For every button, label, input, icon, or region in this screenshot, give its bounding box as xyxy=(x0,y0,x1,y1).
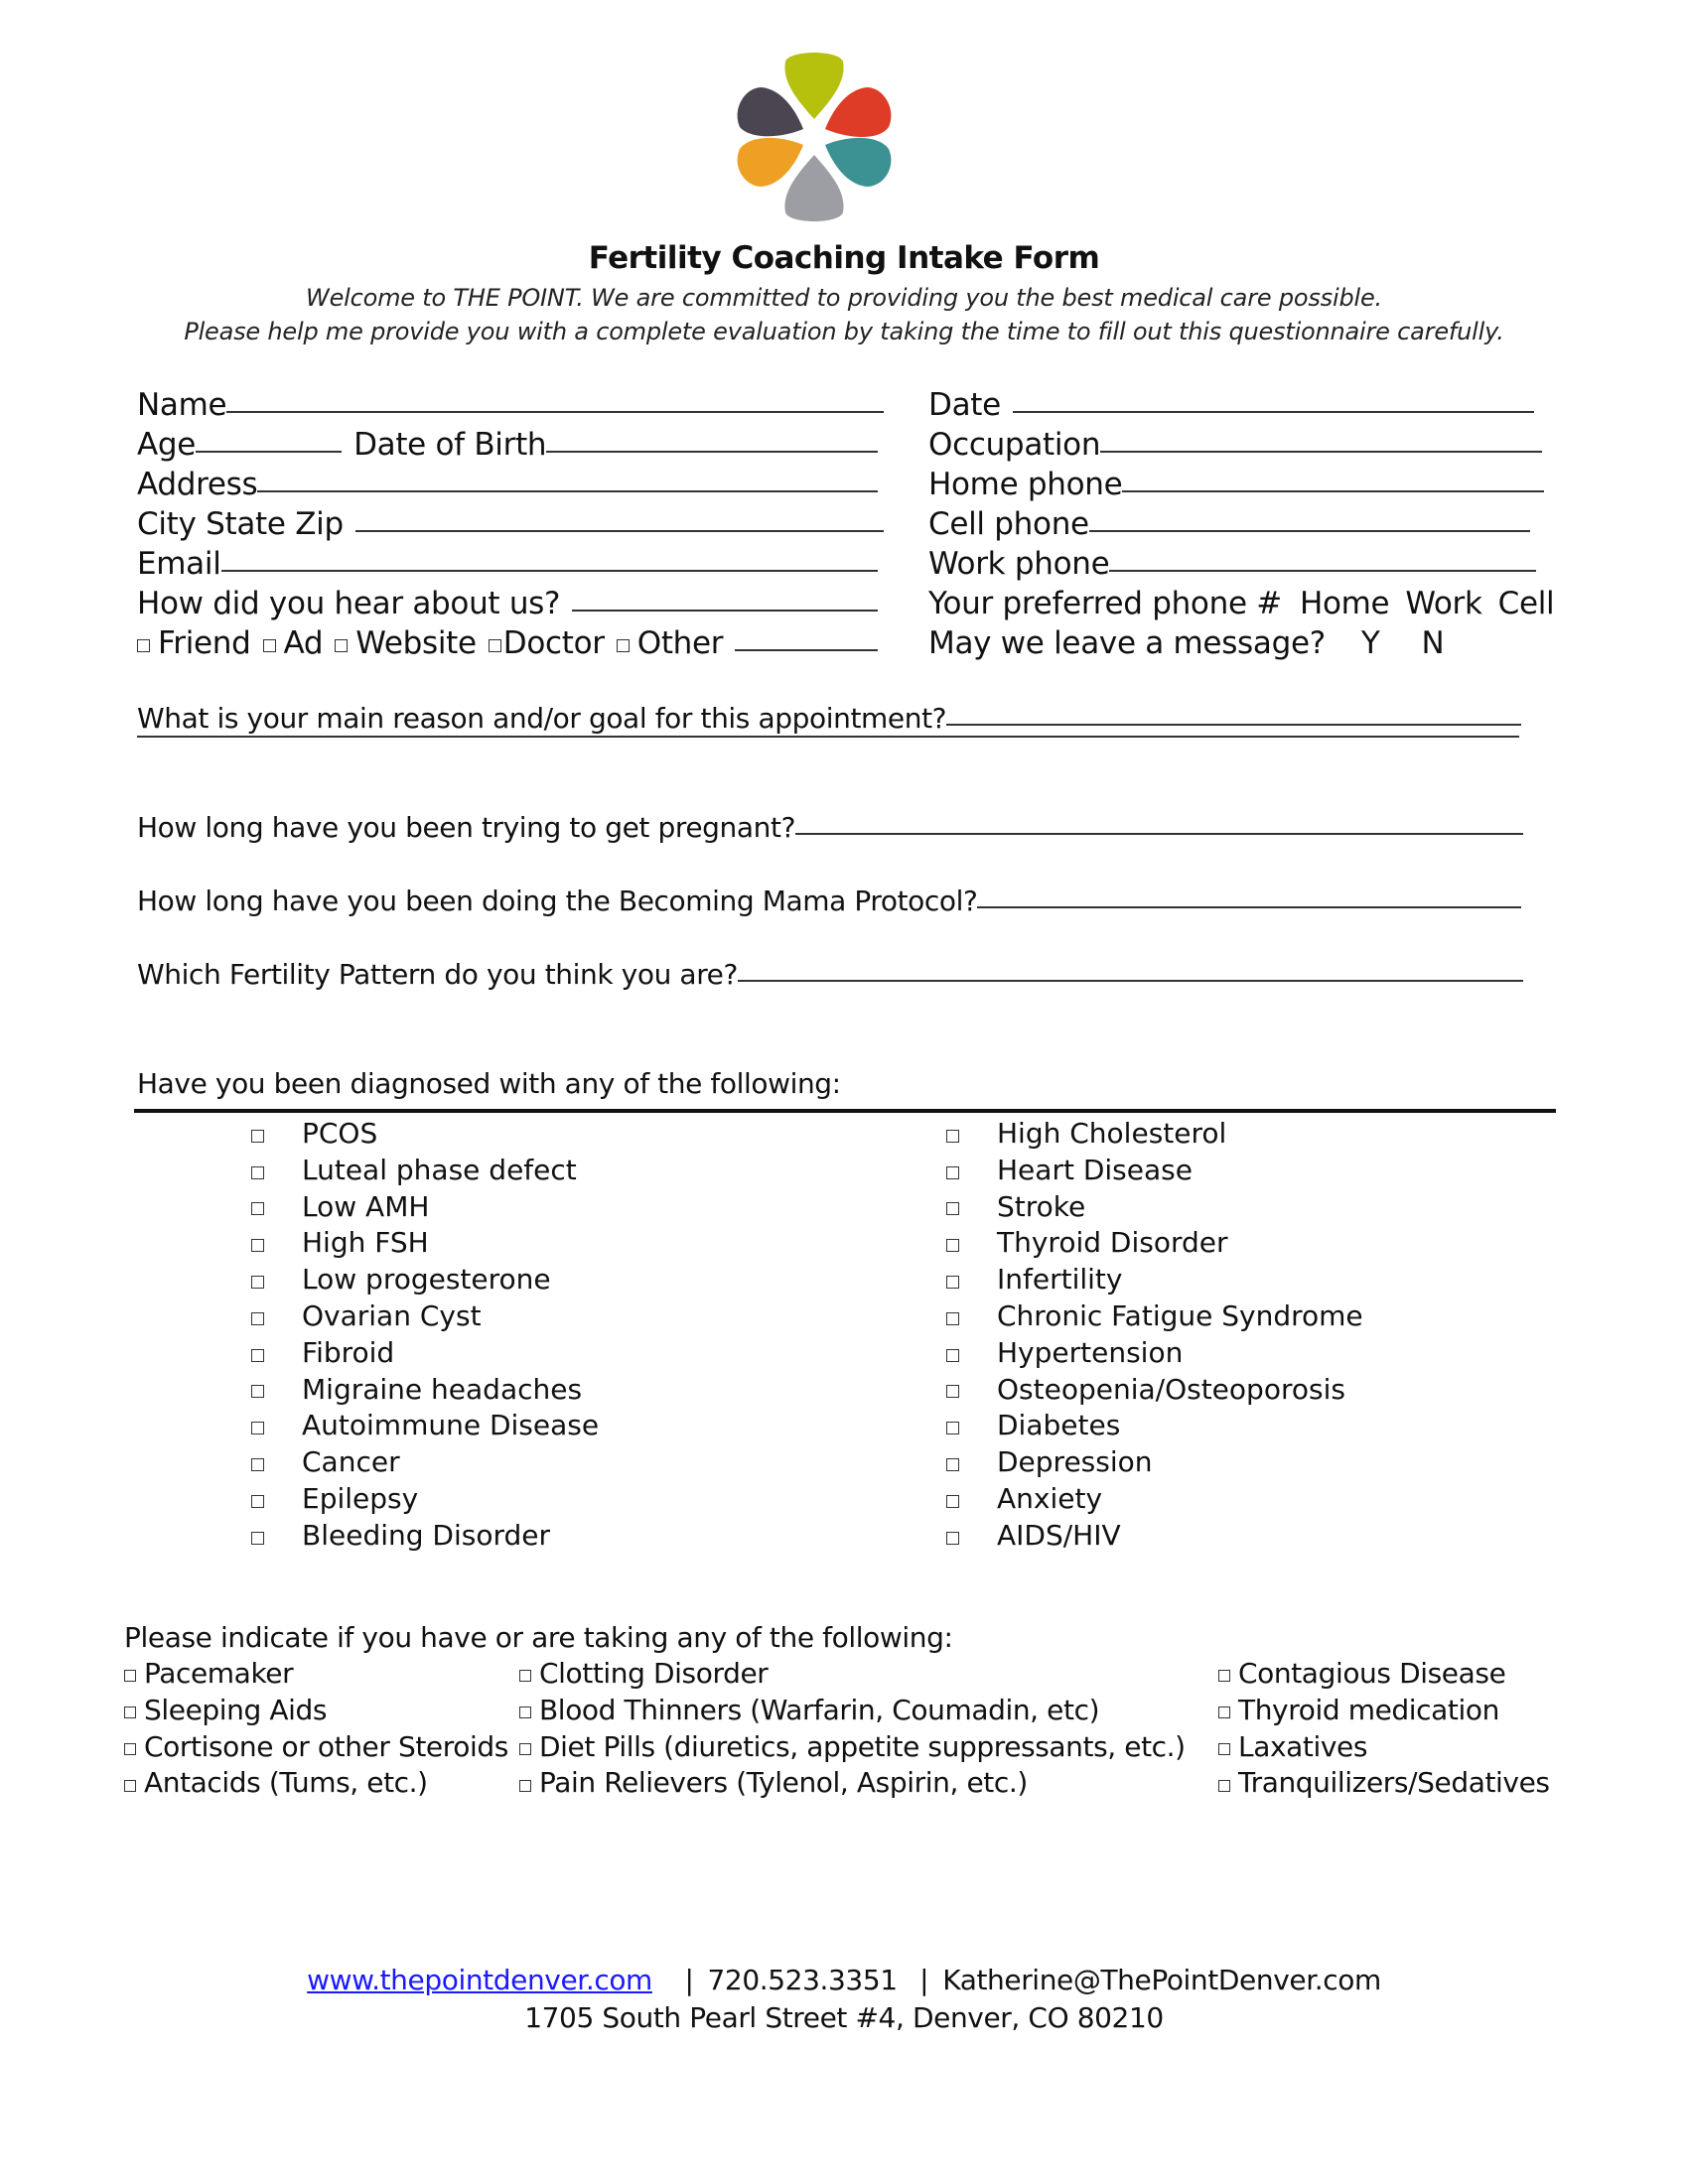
medications-col-2 xyxy=(519,1656,1186,1802)
checkbox[interactable] xyxy=(946,1130,959,1143)
checkbox[interactable] xyxy=(946,1532,959,1545)
diagnosis-item[interactable]: Low progesterone xyxy=(251,1262,599,1298)
checkbox[interactable] xyxy=(251,1276,264,1289)
other-checkbox[interactable] xyxy=(617,639,630,652)
city-state-zip-field[interactable] xyxy=(137,504,884,544)
website-link[interactable]: www.thepointdenver.com xyxy=(307,1964,652,1996)
goal-blank[interactable] xyxy=(946,723,1521,726)
preferred-home-option[interactable]: Home xyxy=(1299,586,1390,621)
doctor-checkbox[interactable] xyxy=(489,639,501,652)
checkbox[interactable] xyxy=(946,1202,959,1215)
hear-about-field[interactable] xyxy=(137,584,878,623)
medications-col-1 xyxy=(124,1656,508,1802)
diagnosis-item[interactable]: Heart Disease xyxy=(946,1153,1363,1189)
city-state-zip-blank[interactable] xyxy=(355,529,884,532)
welcome-text: Welcome to THE POINT. We are committed to providing you the best medical care possible. xyxy=(306,284,1382,312)
goal-question[interactable] xyxy=(137,701,1521,737)
separator: | xyxy=(919,1964,929,1996)
diagnosis-item[interactable]: Bleeding Disorder xyxy=(251,1518,599,1555)
home-phone-label: Home phone xyxy=(928,467,1123,502)
logo-petal-bottom xyxy=(784,155,843,221)
ad-checkbox[interactable] xyxy=(263,639,276,652)
date-label: Date xyxy=(928,387,1001,423)
trying-blank[interactable] xyxy=(795,832,1523,835)
checkbox[interactable] xyxy=(124,1706,136,1718)
diagnosis-item[interactable]: Thyroid Disorder xyxy=(946,1225,1363,1262)
diagnosis-item[interactable]: PCOS xyxy=(251,1116,599,1153)
medication-item[interactable]: Laxatives xyxy=(1218,1729,1550,1766)
email-field[interactable] xyxy=(137,544,878,584)
checkbox[interactable] xyxy=(519,1670,531,1682)
checkbox[interactable] xyxy=(124,1743,136,1755)
diagnosis-item[interactable]: AIDS/HIV xyxy=(946,1518,1363,1555)
dob-blank[interactable] xyxy=(546,450,878,453)
protocol-blank[interactable] xyxy=(977,905,1521,908)
checkbox[interactable] xyxy=(519,1780,531,1792)
form-title: Fertility Coaching Intake Form xyxy=(588,240,1100,276)
checkbox[interactable] xyxy=(251,1385,264,1398)
checkbox[interactable] xyxy=(251,1239,264,1252)
medications-col-3 xyxy=(1218,1656,1550,1802)
city-state-zip-label: City State Zip xyxy=(137,506,344,542)
footer-contact xyxy=(0,1963,1688,1998)
diagnosis-item[interactable]: Stroke xyxy=(946,1189,1363,1226)
message-no-option[interactable]: N xyxy=(1421,625,1445,661)
leave-message-row xyxy=(928,623,1444,663)
occupation-blank[interactable] xyxy=(1100,450,1542,453)
address-field[interactable] xyxy=(137,465,878,504)
protocol-question-label: How long have you been doing the Becoming Mama Protocol? xyxy=(137,885,978,917)
work-phone-field[interactable] xyxy=(928,544,1536,584)
checkbox[interactable] xyxy=(946,1349,959,1362)
cell-phone-blank[interactable] xyxy=(1089,529,1530,532)
diagnosed-heading: Have you been diagnosed with any of the following: xyxy=(137,1067,841,1100)
doctor-label: Doctor xyxy=(502,625,605,661)
checkbox[interactable] xyxy=(1218,1780,1230,1792)
diagnosed-list-right xyxy=(946,1116,1363,1555)
date-field[interactable] xyxy=(928,385,1534,425)
dob-label: Date of Birth xyxy=(353,427,547,463)
diagnosed-list-left xyxy=(251,1116,599,1555)
checkbox[interactable] xyxy=(946,1458,959,1471)
section-divider xyxy=(134,1109,1556,1113)
diagnosis-item[interactable]: Infertility xyxy=(946,1262,1363,1298)
work-phone-blank[interactable] xyxy=(1109,569,1536,572)
instructions-text: Please help me provide you with a complete evaluation by taking the time to fill out this questionnaire carefully. xyxy=(184,318,1504,345)
cell-phone-label: Cell phone xyxy=(928,506,1089,542)
checkbox[interactable] xyxy=(946,1276,959,1289)
logo-petal-top-right xyxy=(825,87,891,137)
diagnosis-item[interactable]: Ovarian Cyst xyxy=(251,1298,599,1335)
medication-item[interactable]: Diet Pills (diuretics, appetite suppressants, etc.) xyxy=(519,1729,1186,1766)
diagnosis-item[interactable]: Fibroid xyxy=(251,1335,599,1372)
diagnosis-item[interactable]: Hypertension xyxy=(946,1335,1363,1372)
medication-item[interactable]: Thyroid medication xyxy=(1218,1693,1550,1729)
friend-label: Friend xyxy=(158,625,251,661)
checkbox[interactable] xyxy=(251,1166,264,1179)
checkbox[interactable] xyxy=(1218,1670,1230,1682)
medication-item[interactable]: Tranquilizers/Sedatives xyxy=(1218,1765,1550,1802)
goal-question-label: What is your main reason and/or goal for this appointment? xyxy=(137,702,947,735)
diagnosis-item[interactable]: Depression xyxy=(946,1444,1363,1481)
address-label: Address xyxy=(137,467,258,502)
age-blank[interactable] xyxy=(196,450,342,453)
trying-question[interactable] xyxy=(137,810,1523,846)
home-phone-field[interactable] xyxy=(928,465,1544,504)
goal-blank-2[interactable] xyxy=(137,735,1519,738)
logo-petal-bottom-right xyxy=(825,138,891,187)
checkbox[interactable] xyxy=(251,1349,264,1362)
diagnosis-item[interactable]: Anxiety xyxy=(946,1481,1363,1518)
pattern-question[interactable] xyxy=(137,957,1523,993)
checkbox[interactable] xyxy=(124,1670,136,1682)
hear-about-label: How did you hear about us? xyxy=(137,586,561,621)
name-field[interactable] xyxy=(137,385,884,425)
other-label: Other xyxy=(636,625,724,661)
age-label: Age xyxy=(137,427,197,463)
checkbox[interactable] xyxy=(946,1422,959,1434)
diagnosis-item[interactable]: Chronic Fatigue Syndrome xyxy=(946,1298,1363,1335)
medication-item[interactable]: Cortisone or other Steroids xyxy=(124,1729,508,1766)
work-phone-label: Work phone xyxy=(928,546,1110,582)
logo-petal-top xyxy=(784,53,843,119)
medications-heading: Please indicate if you have or are taking any of the following: xyxy=(124,1621,953,1654)
checkbox[interactable] xyxy=(946,1239,959,1252)
diagnosis-item[interactable]: Low AMH xyxy=(251,1189,599,1226)
medication-item[interactable]: Clotting Disorder xyxy=(519,1656,1186,1693)
medication-item[interactable]: Sleeping Aids xyxy=(124,1693,508,1729)
diagnosis-item[interactable]: Diabetes xyxy=(946,1408,1363,1444)
separator: | xyxy=(684,1964,694,1996)
contact-email: Katherine@ThePointDenver.com xyxy=(942,1964,1381,1996)
age-dob-row xyxy=(137,425,878,465)
date-blank[interactable] xyxy=(1013,410,1534,413)
medication-item[interactable]: Pain Relievers (Tylenol, Aspirin, etc.) xyxy=(519,1765,1186,1802)
checkbox[interactable] xyxy=(251,1130,264,1143)
goal-continuation-line[interactable] xyxy=(137,737,1519,740)
checkbox[interactable] xyxy=(124,1780,136,1792)
medication-item[interactable]: Contagious Disease xyxy=(1218,1656,1550,1693)
preferred-phone-label: Your preferred phone # xyxy=(928,586,1282,621)
ad-label: Ad xyxy=(283,625,324,661)
checkbox[interactable] xyxy=(251,1202,264,1215)
diagnosis-item[interactable]: Osteopenia/Osteoporosis xyxy=(946,1372,1363,1409)
checkbox[interactable] xyxy=(946,1385,959,1398)
checkbox[interactable] xyxy=(251,1422,264,1434)
email-blank[interactable] xyxy=(221,569,878,572)
preferred-phone-row xyxy=(928,584,1554,623)
checkbox[interactable] xyxy=(946,1312,959,1325)
diagnosis-item[interactable]: Cancer xyxy=(251,1444,599,1481)
phone-number: 720.523.3351 xyxy=(707,1964,898,1996)
checkbox[interactable] xyxy=(1218,1743,1230,1755)
checkbox[interactable] xyxy=(251,1495,264,1508)
checkbox[interactable] xyxy=(519,1706,531,1718)
trying-question-label: How long have you been trying to get pregnant? xyxy=(137,811,796,844)
the-point-flower-logo xyxy=(730,48,899,226)
friend-checkbox[interactable] xyxy=(137,639,150,652)
referral-options-row xyxy=(137,623,878,663)
medication-item[interactable]: Blood Thinners (Warfarin, Coumadin, etc) xyxy=(519,1693,1186,1729)
checkbox[interactable] xyxy=(946,1495,959,1508)
name-label: Name xyxy=(137,387,227,423)
diagnosis-item[interactable]: High FSH xyxy=(251,1225,599,1262)
preferred-cell-option[interactable]: Cell xyxy=(1497,586,1555,621)
diagnosis-item[interactable]: Epilepsy xyxy=(251,1481,599,1518)
occupation-field[interactable] xyxy=(928,425,1542,465)
cell-phone-field[interactable] xyxy=(928,504,1530,544)
checkbox[interactable] xyxy=(946,1166,959,1179)
logo-petal-top-left xyxy=(738,87,803,136)
website-label: Website xyxy=(355,625,477,661)
checkbox[interactable] xyxy=(251,1532,264,1545)
diagnosis-item[interactable]: Migraine headaches xyxy=(251,1372,599,1409)
email-label: Email xyxy=(137,546,221,582)
occupation-label: Occupation xyxy=(928,427,1101,463)
diagnosis-item[interactable]: Luteal phase defect xyxy=(251,1153,599,1189)
checkbox[interactable] xyxy=(251,1312,264,1325)
other-blank[interactable] xyxy=(735,648,878,651)
checkbox[interactable] xyxy=(1218,1706,1230,1718)
checkbox[interactable] xyxy=(519,1743,531,1755)
hear-about-blank[interactable] xyxy=(572,609,878,612)
footer-address: 1705 South Pearl Street #4, Denver, CO 80210 xyxy=(524,2001,1164,2034)
leave-message-label: May we leave a message? xyxy=(928,625,1326,661)
pattern-blank[interactable] xyxy=(738,979,1523,982)
diagnosis-item[interactable]: Autoimmune Disease xyxy=(251,1408,599,1444)
medication-item[interactable]: Pacemaker xyxy=(124,1656,508,1693)
home-phone-blank[interactable] xyxy=(1122,489,1544,492)
protocol-question[interactable] xyxy=(137,884,1521,919)
address-blank[interactable] xyxy=(257,489,878,492)
checkbox[interactable] xyxy=(251,1458,264,1471)
preferred-work-option[interactable]: Work xyxy=(1405,586,1482,621)
website-checkbox[interactable] xyxy=(335,639,348,652)
medication-item[interactable]: Antacids (Tums, etc.) xyxy=(124,1765,508,1802)
logo-petal-bottom-left xyxy=(738,138,803,187)
name-blank[interactable] xyxy=(226,410,884,413)
diagnosis-item[interactable]: High Cholesterol xyxy=(946,1116,1363,1153)
message-yes-option[interactable]: Y xyxy=(1360,625,1380,661)
pattern-question-label: Which Fertility Pattern do you think you are? xyxy=(137,958,738,991)
